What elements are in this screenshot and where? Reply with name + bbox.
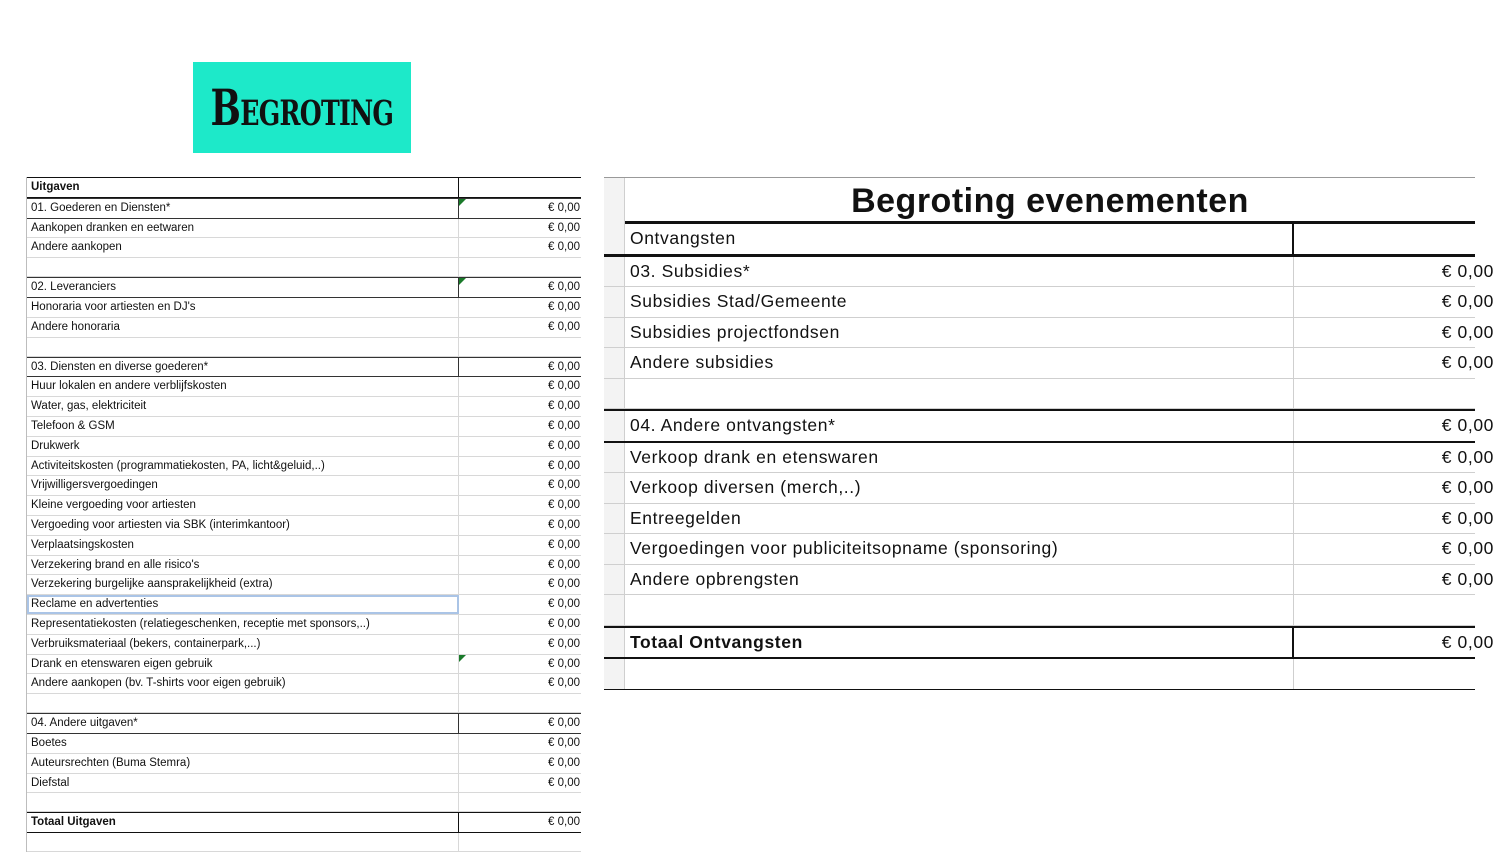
expense-label-cell[interactable] bbox=[27, 793, 459, 811]
income-row[interactable] bbox=[604, 473, 1494, 504]
income-row[interactable] bbox=[604, 659, 1475, 690]
expense-label-cell[interactable]: Vergoeding voor artiesten via SBK (interimkantoor) bbox=[27, 516, 459, 535]
expense-label-cell[interactable]: Drukwerk bbox=[27, 437, 459, 456]
income-header-row[interactable] bbox=[604, 224, 1475, 257]
expense-label-cell[interactable]: Andere honoraria bbox=[27, 318, 459, 337]
expense-row[interactable] bbox=[27, 575, 581, 595]
row-gutter bbox=[604, 411, 625, 441]
income-sheet bbox=[604, 177, 1494, 690]
row-gutter bbox=[604, 534, 625, 564]
expense-row[interactable] bbox=[27, 674, 581, 694]
expense-label-cell[interactable] bbox=[27, 258, 459, 276]
expense-label-cell[interactable]: 01. Goederen en Diensten* bbox=[27, 199, 459, 218]
income-value-cell[interactable]: € 0,00 bbox=[1441, 538, 1494, 558]
expense-value-cell[interactable] bbox=[459, 793, 581, 811]
expense-row[interactable] bbox=[27, 377, 581, 397]
expense-row[interactable] bbox=[27, 397, 581, 417]
expense-value-cell[interactable]: € 0,00 bbox=[548, 380, 580, 393]
row-gutter bbox=[604, 595, 625, 625]
expense-value-cell[interactable]: € 0,00 bbox=[548, 400, 580, 413]
income-value-cell[interactable]: € 0,00 bbox=[1441, 352, 1494, 372]
expense-value-cell[interactable]: € 0,00 bbox=[548, 419, 580, 432]
expense-row[interactable] bbox=[27, 793, 581, 812]
expenses-header-label: Uitgaven bbox=[27, 178, 459, 197]
expense-row[interactable] bbox=[27, 635, 581, 655]
expense-value-cell[interactable]: € 0,00 bbox=[548, 459, 580, 472]
income-label-cell[interactable] bbox=[625, 379, 1294, 409]
expense-label-cell[interactable] bbox=[27, 694, 459, 712]
expense-row[interactable] bbox=[27, 615, 581, 635]
income-label-cell[interactable]: Verkoop diversen (merch,..) bbox=[625, 473, 1294, 503]
row-gutter bbox=[604, 318, 625, 348]
expense-label-cell[interactable]: 04. Andere uitgaven* bbox=[27, 714, 459, 733]
expense-label-cell[interactable]: Aankopen dranken en eetwaren bbox=[27, 219, 459, 238]
slide-title-box bbox=[193, 62, 411, 153]
row-gutter bbox=[604, 565, 625, 595]
expense-row[interactable] bbox=[27, 457, 581, 477]
expense-row[interactable] bbox=[27, 713, 581, 734]
expense-label-cell[interactable]: Activiteitskosten (programmatiekosten, PA, licht&geluid,..) bbox=[27, 457, 459, 476]
expense-row[interactable] bbox=[27, 258, 581, 277]
income-row[interactable] bbox=[604, 257, 1494, 288]
expense-label-cell[interactable]: Vrijwilligersvergoedingen bbox=[27, 476, 459, 495]
comment-marker-icon bbox=[459, 278, 466, 285]
income-label-cell[interactable]: Subsidies Stad/Gemeente bbox=[625, 287, 1294, 317]
expense-label-cell[interactable]: Andere aankopen (bv. T-shirts voor eigen gebruik) bbox=[27, 674, 459, 693]
income-label-cell[interactable]: Vergoedingen voor publiciteitsopname (sponsoring) bbox=[625, 534, 1294, 564]
expense-label-cell[interactable]: 03. Diensten en diverse goederen* bbox=[27, 358, 459, 377]
expense-row[interactable] bbox=[27, 476, 581, 496]
row-gutter bbox=[604, 628, 625, 658]
expense-label-cell[interactable]: Verzekering brand en alle risico's bbox=[27, 556, 459, 575]
expense-row[interactable] bbox=[27, 774, 581, 794]
income-label-cell[interactable]: Subsidies projectfondsen bbox=[625, 318, 1294, 348]
income-value-cell[interactable]: € 0,00 bbox=[1441, 507, 1494, 528]
income-header-value bbox=[1294, 224, 1494, 254]
expense-row[interactable] bbox=[27, 437, 581, 457]
expense-value-cell[interactable]: € 0,00 bbox=[548, 598, 580, 611]
expense-value-cell[interactable]: € 0,00 bbox=[548, 360, 580, 373]
expense-row[interactable] bbox=[27, 318, 581, 338]
income-value-cell[interactable]: € 0,00 bbox=[1441, 321, 1494, 342]
income-header-label: Ontvangsten bbox=[625, 224, 1294, 254]
expense-value-cell[interactable]: € 0,00 bbox=[548, 201, 580, 214]
expense-label-cell[interactable]: Verzekering burgelijke aansprakelijkheid (extra) bbox=[27, 575, 459, 594]
expense-row[interactable] bbox=[27, 338, 581, 357]
income-value-cell[interactable]: € 0,00 bbox=[1441, 415, 1494, 435]
expense-label-cell[interactable]: Drank en etenswaren eigen gebruik bbox=[27, 655, 459, 674]
expense-row[interactable] bbox=[27, 496, 581, 516]
expense-label-cell[interactable]: 02. Leveranciers bbox=[27, 278, 459, 297]
expense-value-cell[interactable]: € 0,00 bbox=[548, 756, 580, 769]
expense-value-cell[interactable]: € 0,00 bbox=[548, 717, 580, 730]
income-row[interactable] bbox=[604, 409, 1494, 443]
income-row[interactable] bbox=[604, 348, 1494, 379]
income-value-cell[interactable]: € 0,00 bbox=[1441, 477, 1494, 497]
expense-value-cell[interactable]: € 0,00 bbox=[548, 816, 580, 829]
expense-value-cell[interactable]: € 0,00 bbox=[548, 776, 580, 789]
expense-label-cell[interactable]: Kleine vergoeding voor artiesten bbox=[27, 496, 459, 515]
row-gutter bbox=[604, 443, 625, 473]
expense-value-cell[interactable]: € 0,00 bbox=[548, 241, 580, 254]
expense-value-cell[interactable]: € 0,00 bbox=[548, 558, 580, 571]
expense-value-cell[interactable]: € 0,00 bbox=[548, 736, 580, 749]
expense-row[interactable] bbox=[27, 556, 581, 576]
income-label-cell[interactable]: Totaal Ontvangsten bbox=[625, 628, 1294, 658]
expense-value-cell[interactable]: € 0,00 bbox=[548, 281, 580, 294]
income-row[interactable] bbox=[604, 565, 1494, 596]
expense-row[interactable] bbox=[27, 536, 581, 556]
expense-row[interactable] bbox=[27, 734, 581, 754]
expenses-sheet bbox=[26, 177, 581, 852]
row-gutter bbox=[604, 473, 625, 503]
expense-row[interactable] bbox=[27, 238, 581, 258]
income-label-cell[interactable] bbox=[625, 595, 1294, 625]
expense-label-cell[interactable]: Honoraria voor artiesten en DJ's bbox=[27, 298, 459, 317]
expense-label-cell[interactable]: Reclame en advertenties bbox=[27, 595, 459, 614]
expense-row[interactable] bbox=[27, 754, 581, 774]
expense-label-cell[interactable]: Verplaatsingskosten bbox=[27, 536, 459, 555]
expense-value-cell[interactable]: € 0,00 bbox=[548, 538, 580, 551]
income-value-cell[interactable]: € 0,00 bbox=[1441, 446, 1494, 467]
income-row[interactable] bbox=[604, 504, 1494, 535]
income-value-cell[interactable]: € 0,00 bbox=[1441, 291, 1494, 311]
expenses-header-value bbox=[459, 178, 581, 197]
expenses-header-row[interactable] bbox=[27, 177, 581, 198]
expense-label-cell[interactable]: Totaal Uitgaven bbox=[27, 813, 459, 832]
expense-row[interactable] bbox=[27, 655, 581, 675]
row-gutter bbox=[604, 504, 625, 534]
expense-value-cell[interactable] bbox=[459, 258, 581, 276]
expense-label-cell[interactable]: Huur lokalen en andere verblijfskosten bbox=[27, 377, 459, 396]
expense-label-cell[interactable]: Water, gas, elektriciteit bbox=[27, 397, 459, 416]
income-row[interactable] bbox=[604, 534, 1494, 565]
expense-value-cell[interactable]: € 0,00 bbox=[548, 637, 580, 650]
income-label-cell[interactable]: Andere opbrengsten bbox=[625, 565, 1294, 595]
comment-marker-icon bbox=[459, 655, 466, 662]
expense-value-cell[interactable]: € 0,00 bbox=[548, 320, 580, 333]
row-gutter bbox=[604, 659, 625, 689]
row-gutter bbox=[604, 178, 625, 224]
expense-label-cell[interactable]: Telefoon & GSM bbox=[27, 417, 459, 436]
row-gutter bbox=[604, 287, 625, 317]
expense-value-cell[interactable]: € 0,00 bbox=[548, 479, 580, 492]
expense-row[interactable] bbox=[27, 298, 581, 318]
income-label-cell[interactable]: Andere subsidies bbox=[625, 348, 1294, 378]
income-label-cell[interactable]: Verkoop drank en etenswaren bbox=[625, 443, 1294, 473]
expense-label-cell[interactable]: Auteursrechten (Buma Stemra) bbox=[27, 754, 459, 773]
expense-value-cell[interactable]: € 0,00 bbox=[548, 518, 580, 531]
expense-row[interactable] bbox=[27, 198, 581, 219]
expense-label-cell[interactable] bbox=[27, 833, 459, 851]
income-title-row bbox=[604, 177, 1475, 224]
income-row[interactable] bbox=[604, 318, 1494, 349]
income-row[interactable] bbox=[604, 443, 1494, 474]
expense-value-cell[interactable]: € 0,00 bbox=[548, 499, 580, 512]
income-sheet-title[interactable]: Begroting evenementen bbox=[625, 178, 1475, 224]
expense-value-cell[interactable]: € 0,00 bbox=[548, 677, 580, 690]
expense-row[interactable] bbox=[27, 357, 581, 378]
expense-row[interactable] bbox=[27, 219, 581, 239]
comment-marker-icon bbox=[459, 199, 466, 206]
income-value-cell[interactable]: € 0,00 bbox=[1441, 260, 1494, 281]
income-label-cell[interactable]: 04. Andere ontvangsten* bbox=[625, 411, 1294, 441]
expenses-rows bbox=[27, 198, 581, 852]
slide-title: Begroting bbox=[210, 78, 394, 137]
row-gutter bbox=[604, 379, 625, 409]
row-gutter bbox=[604, 224, 625, 254]
expense-row[interactable] bbox=[27, 833, 581, 852]
expense-value-cell[interactable]: € 0,00 bbox=[548, 221, 580, 234]
income-row[interactable] bbox=[604, 595, 1475, 626]
expense-label-cell[interactable]: Andere aankopen bbox=[27, 238, 459, 257]
income-label-cell[interactable]: 03. Subsidies* bbox=[625, 257, 1294, 287]
row-gutter bbox=[604, 257, 625, 287]
expense-label-cell[interactable]: Representatiekosten (relatiegeschenken, receptie met sponsors,..) bbox=[27, 615, 459, 634]
row-gutter bbox=[604, 348, 625, 378]
income-row[interactable] bbox=[604, 379, 1475, 410]
expense-label-cell[interactable]: Boetes bbox=[27, 734, 459, 753]
expense-value-cell[interactable]: € 0,00 bbox=[548, 657, 580, 670]
income-row[interactable] bbox=[604, 287, 1494, 318]
expense-value-cell[interactable] bbox=[459, 694, 581, 712]
expense-row[interactable] bbox=[27, 595, 581, 615]
expense-row[interactable] bbox=[27, 516, 581, 536]
income-value-cell[interactable] bbox=[1294, 595, 1494, 625]
expense-row[interactable] bbox=[27, 812, 581, 833]
expense-value-cell[interactable] bbox=[459, 338, 581, 356]
expense-value-cell[interactable]: € 0,00 bbox=[548, 617, 580, 630]
expense-label-cell[interactable]: Verbruiksmateriaal (bekers, containerpark,...) bbox=[27, 635, 459, 654]
expense-row[interactable] bbox=[27, 694, 581, 713]
expense-value-cell[interactable] bbox=[459, 833, 581, 851]
expense-value-cell[interactable]: € 0,00 bbox=[548, 578, 580, 591]
income-value-cell[interactable]: € 0,00 bbox=[1441, 568, 1494, 589]
income-value-cell[interactable] bbox=[1294, 379, 1494, 409]
expense-value-cell[interactable]: € 0,00 bbox=[548, 300, 580, 313]
income-row[interactable] bbox=[604, 626, 1494, 660]
income-rows bbox=[604, 257, 1494, 690]
expense-row[interactable] bbox=[27, 417, 581, 437]
income-label-cell[interactable]: Entreegelden bbox=[625, 504, 1294, 534]
income-value-cell[interactable] bbox=[1294, 659, 1494, 689]
expense-row[interactable] bbox=[27, 277, 581, 298]
expense-label-cell[interactable]: Diefstal bbox=[27, 774, 459, 793]
expense-label-cell[interactable] bbox=[27, 338, 459, 356]
income-label-cell[interactable] bbox=[625, 659, 1294, 689]
income-value-cell[interactable]: € 0,00 bbox=[1441, 631, 1494, 652]
expense-value-cell[interactable]: € 0,00 bbox=[548, 439, 580, 452]
